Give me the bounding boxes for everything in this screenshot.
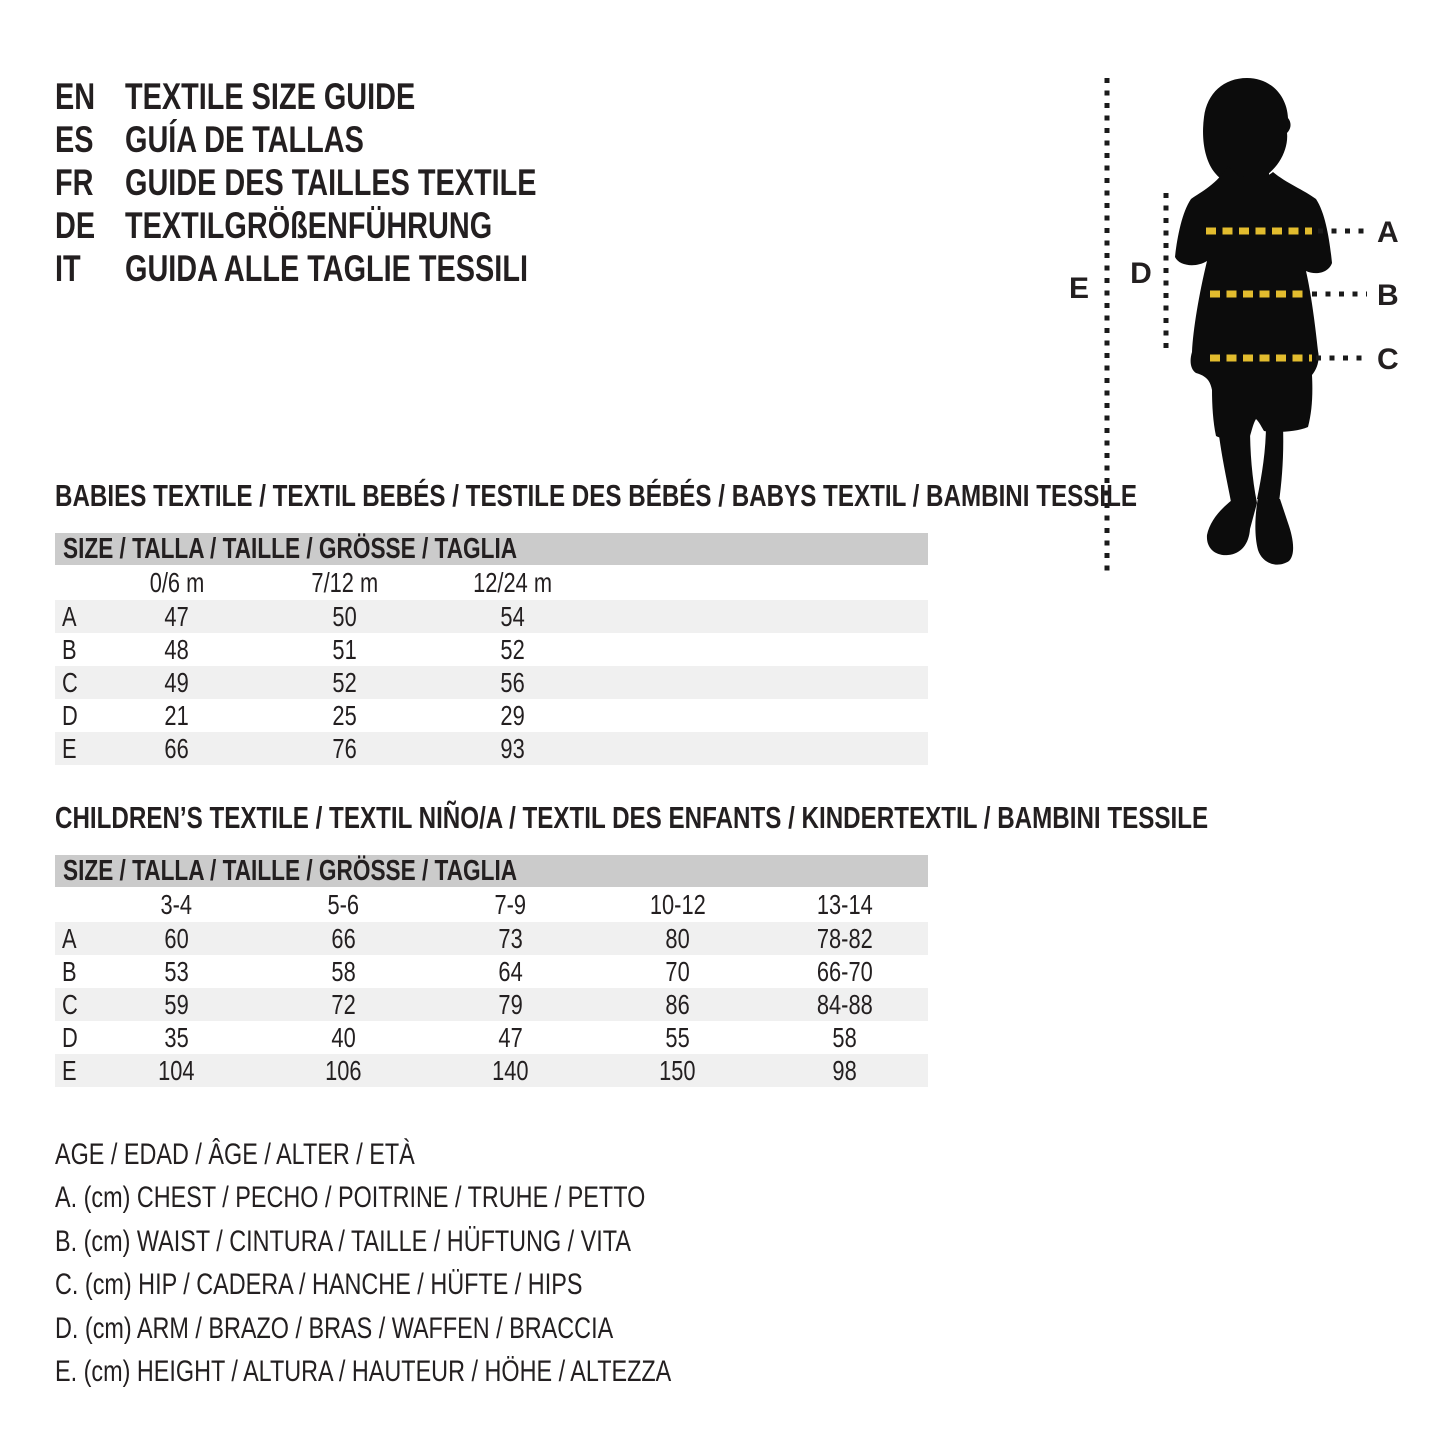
cell-value: 48: [164, 633, 190, 665]
cell-value: 58: [832, 1021, 857, 1053]
cell-value: 98: [832, 1054, 857, 1086]
row-label: C: [62, 988, 78, 1020]
label-C: C: [1377, 343, 1399, 376]
cell-value: 70: [665, 955, 690, 987]
table-row: [55, 600, 928, 633]
cell-value: 73: [498, 922, 523, 954]
size-header-bar: SIZE / TALLA / TAILLE / GRÖSSE / TAGLIA: [55, 855, 928, 887]
column-header: 5-6: [327, 888, 360, 920]
column-header-row: [55, 565, 928, 600]
cell-value: 104: [158, 1054, 195, 1086]
legend-line-waist: B. (cm) WAIST / CINTURA / TAILLE / HÜFTUNG / VITA: [55, 1224, 631, 1258]
cell-value: 29: [500, 699, 526, 731]
row-label: A: [62, 922, 77, 954]
cell-value: 52: [500, 633, 526, 665]
cell-value: 59: [164, 988, 189, 1020]
cell-value: 66-70: [816, 955, 873, 987]
table-row: [55, 732, 928, 765]
cell-value: 76: [332, 732, 358, 764]
table-row: [55, 955, 928, 988]
language-code: ES: [55, 118, 94, 160]
language-code: IT: [55, 247, 81, 289]
label-B: B: [1377, 279, 1399, 312]
cell-value: 25: [332, 699, 358, 731]
row-label: E: [62, 1054, 77, 1086]
cell-value: 51: [332, 633, 358, 665]
cell-value: 66: [164, 732, 190, 764]
legend-line-arm: D. (cm) ARM / BRAZO / BRAS / WAFFEN / BRACCIA: [55, 1311, 614, 1345]
language-title-block: [55, 75, 653, 290]
cell-value: 58: [331, 955, 356, 987]
table-row: [55, 666, 928, 699]
label-D: D: [1130, 257, 1152, 290]
row-label: B: [62, 955, 77, 987]
cell-value: 54: [500, 600, 526, 632]
cell-value: 150: [659, 1054, 696, 1086]
cell-value: 21: [164, 699, 190, 731]
cell-value: 47: [498, 1021, 523, 1053]
cell-value: 53: [164, 955, 189, 987]
cell-value: 84-88: [816, 988, 873, 1020]
row-label: B: [62, 633, 77, 665]
cell-value: 52: [332, 666, 358, 698]
label-A: A: [1377, 216, 1399, 249]
table-row: [55, 922, 928, 955]
cell-value: 49: [164, 666, 190, 698]
row-label: D: [62, 699, 78, 731]
guide-title: TEXTILE SIZE GUIDE: [125, 75, 416, 117]
cell-value: 79: [498, 988, 523, 1020]
label-E: E: [1068, 272, 1090, 305]
cell-value: 80: [665, 922, 690, 954]
cell-value: 86: [665, 988, 690, 1020]
babies-section-title: BABIES TEXTILE / TEXTIL BEBÉS / TESTILE DES BÉBÉS / BABYS TEXTIL / BAMBINI TESSILE: [55, 478, 1137, 513]
cell-value: 66: [331, 922, 356, 954]
row-label: D: [62, 1021, 78, 1053]
row-label: E: [62, 732, 77, 764]
cell-value: 40: [331, 1021, 356, 1053]
column-header: 7-9: [494, 888, 527, 920]
cell-value: 78-82: [816, 922, 873, 954]
column-header: 13-14: [816, 888, 873, 920]
guide-title: GUIDA ALLE TAGLIE TESSILI: [125, 247, 528, 289]
language-code: DE: [55, 204, 96, 246]
language-code: EN: [55, 75, 96, 117]
cell-value: 140: [492, 1054, 529, 1086]
legend-line-age: AGE / EDAD / ÂGE / ALTER / ETÀ: [55, 1137, 415, 1171]
cell-value: 93: [500, 732, 526, 764]
cell-value: 56: [500, 666, 526, 698]
children-section-title: CHILDREN’S TEXTILE / TEXTIL NIÑO/A / TEXTIL DES ENFANTS / KINDERTEXTIL / BAMBINI TESSILE: [55, 800, 1209, 835]
language-row: [55, 118, 653, 161]
column-header: 3-4: [160, 888, 193, 920]
cell-value: 106: [325, 1054, 362, 1086]
guide-title: GUIDE DES TAILLES TEXTILE: [125, 161, 537, 203]
cell-value: 35: [164, 1021, 189, 1053]
language-row: [55, 161, 653, 204]
language-row: [55, 204, 653, 247]
column-header: 7/12 m: [311, 566, 379, 598]
language-code: FR: [55, 161, 94, 203]
column-header: 0/6 m: [149, 566, 205, 598]
column-header: 12/24 m: [473, 566, 553, 598]
guide-title: TEXTILGRÖßENFÜHRUNG: [125, 204, 493, 246]
cell-value: 47: [164, 600, 190, 632]
language-row: [55, 75, 653, 118]
child-measurement-diagram: [1030, 55, 1445, 600]
row-label: C: [62, 666, 78, 698]
legend-line-hip: C. (cm) HIP / CADERA / HANCHE / HÜFTE / HIPS: [55, 1268, 583, 1302]
cell-value: 55: [665, 1021, 690, 1053]
table-row: [55, 988, 928, 1021]
cell-value: 64: [498, 955, 523, 987]
table-row: [55, 699, 928, 732]
measurement-legend: [55, 1133, 845, 1394]
column-header-row: [55, 887, 928, 922]
babies-size-table: [55, 533, 928, 765]
cell-value: 72: [331, 988, 356, 1020]
children-size-table: [55, 855, 928, 1087]
cell-value: 60: [164, 922, 189, 954]
table-row: [55, 633, 928, 666]
row-label: A: [62, 600, 77, 632]
legend-line-chest: A. (cm) CHEST / PECHO / POITRINE / TRUHE / PETTO: [55, 1181, 646, 1215]
silhouette-torso: [1175, 166, 1332, 439]
table-row: [55, 1021, 928, 1054]
column-header: 10-12: [649, 888, 706, 920]
guide-title: GUÍA DE TALLAS: [125, 118, 364, 160]
table-row: [55, 1054, 928, 1087]
language-row: [55, 247, 653, 290]
legend-line-height: E. (cm) HEIGHT / ALTURA / HAUTEUR / HÖHE / ALTEZZA: [55, 1355, 672, 1389]
size-header-bar: SIZE / TALLA / TAILLE / GRÖSSE / TAGLIA: [55, 533, 928, 565]
cell-value: 50: [332, 600, 358, 632]
